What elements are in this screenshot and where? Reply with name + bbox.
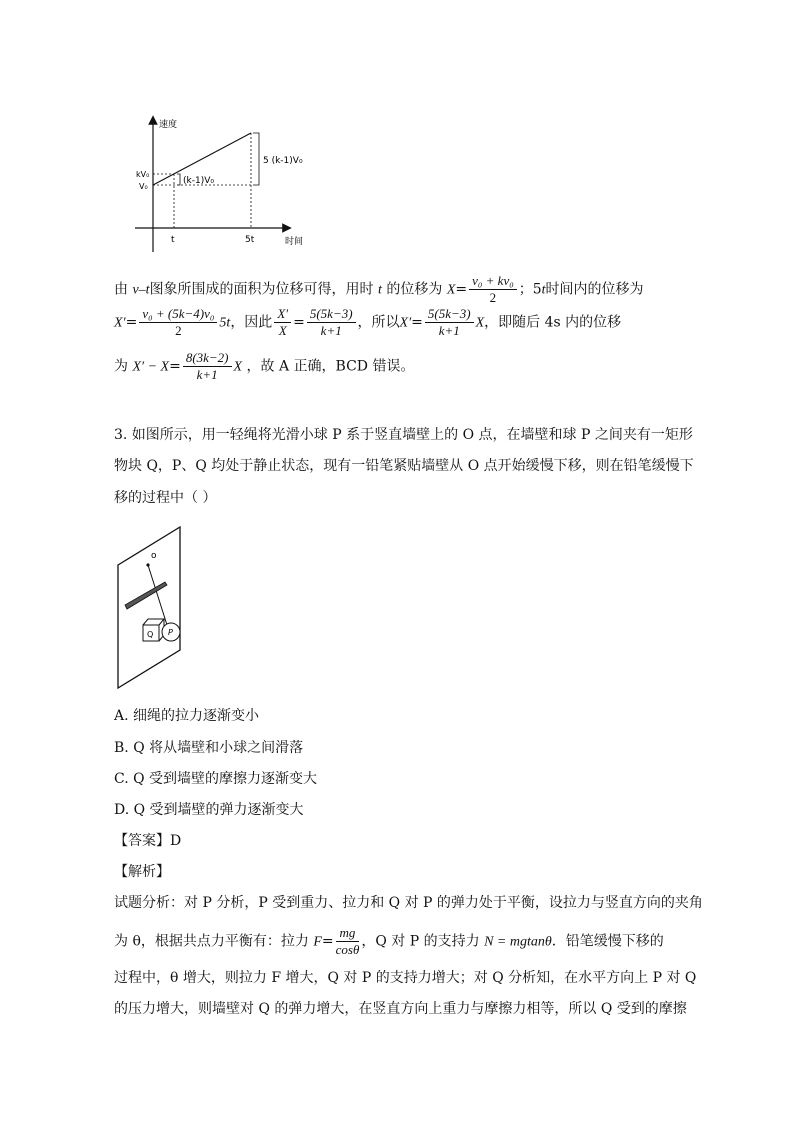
question-3-line-2: 物块 Q，P、Q 均处于静止状态，现有一铅笔紧贴墙壁从 O 点开始缓慢下移，则在铅笔缓慢下 — [114, 458, 694, 474]
fraction-tension: $\frac{mg}{\cos\theta}$ — [335, 925, 360, 957]
diff-label: (k-1)V₀ — [183, 176, 214, 186]
question-3-line-3: 移的过程中（ ） — [114, 490, 217, 506]
solution-line-1: 由 v–t图象所围成的面积为位移可得，用时 t 的位移为 X= $\frac{\text{v₀ + kv₀}}{2}$ ；5t时间内的位移为 — [114, 273, 644, 305]
tick-t: t — [171, 235, 175, 245]
brace-label: 5 (k-1)V₀ — [263, 156, 303, 166]
option-a: A. 细绳的拉力逐渐变小 — [114, 708, 260, 724]
option-d: D. Q 受到墙壁的弹力逐渐变大 — [114, 802, 304, 818]
tick-5t: 5t — [245, 235, 255, 245]
x-axis-label: 时间 — [285, 237, 304, 247]
v0-label: V₀ — [139, 182, 148, 191]
analysis-line-3: 过程中，θ 增大，则拉力 F 增大，Q 对 P 的支持力增大；对 Q 分析知，在水平方向上 P 对 Q — [114, 970, 697, 986]
block-q-label: Q — [147, 630, 154, 639]
fraction-xp-value: $\frac{5(5k-3)}{k+1}$ — [425, 306, 474, 339]
fraction-x: $\frac{\text{v₀ + kv₀}}{2}$ — [469, 273, 517, 306]
fraction-ratio: $\frac{X'}{X}$ — [274, 306, 291, 339]
fraction-ratio-value: $\frac{5(5k-3)}{k+1}$ — [307, 306, 356, 339]
analysis-line-4: 的压力增大，则墙壁对 Q 的弹力增大，在竖直方向上重力与摩擦力相等，所以 Q 受到的摩擦 — [114, 1001, 687, 1017]
option-c: C. Q 受到墙壁的摩擦力逐渐变大 — [114, 771, 318, 787]
small-brace — [177, 174, 180, 185]
ball-p-label: P — [168, 628, 173, 637]
solution-line-3: 为 X′ − X= $\frac{8(3k-2)}{k+1}$ X ，故 A 正确，BCD 错误。 — [114, 350, 415, 382]
analysis-line-1: 试题分析：对 P 分析，P 受到重力、拉力和 Q 对 P 的弹力处于平衡，设拉力与竖直方向的夹角 — [114, 895, 703, 911]
fraction-diff: $\frac{8(3k-2)}{k+1}$ — [183, 350, 232, 383]
kv0-label: kV₀ — [136, 170, 150, 179]
velocity-time-graph — [135, 112, 345, 252]
analysis-title: 【解析】 — [114, 864, 170, 880]
big-brace — [253, 133, 259, 185]
answer: 【答案】D — [114, 833, 182, 849]
point-o-label: o — [151, 551, 157, 561]
fraction-xp: $\frac{\text{v₀ + (5k−4)v₀}}{2}$ — [139, 306, 217, 339]
analysis-line-2: 为 θ，根据共点力平衡有：拉力 F= $\frac{mg}{\cos\theta}$ ，Q 对 P 的支持力 N = mgtanθ．铅笔缓慢下移的 — [114, 925, 664, 957]
question-3-line-1: 3. 如图所示，用一轻绳将光滑小球 P 系于竖直墙壁上的 O 点，在墙壁和球 P 之间夹有一矩形 — [114, 427, 693, 443]
solution-line-2: X′= $\frac{\text{v₀ + (5k−4)v₀}}{2}$ 5t，因此 $\frac{X'}{X}$ = $\frac{5(5k-3)}{k+1}$ ，所以X′= $\frac{5(5k-3)}{k+1}$ X，即随后 4s 内的位移 — [114, 306, 622, 338]
y-axis-label: 速度 — [159, 120, 178, 130]
wall-ball-figure — [115, 525, 185, 690]
option-b: B. Q 将从墙壁和小球之间滑落 — [114, 740, 304, 756]
